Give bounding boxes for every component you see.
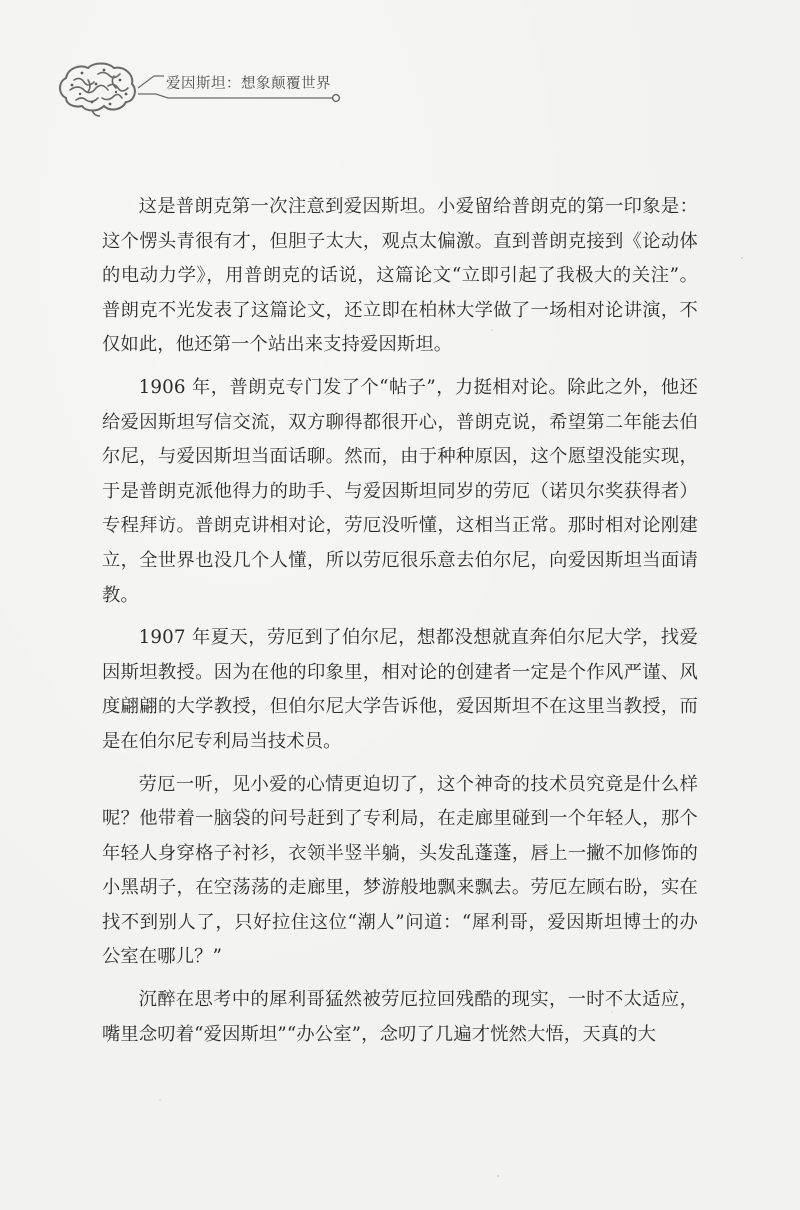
body-text [102,190,698,1059]
paragraph-3: 1907 年夏天，劳厄到了伯尔尼，想都没想就直奔伯尔尼大学，找爱因斯坦教授。因为在他的印象里，相对论的创建者一定是个作风严谨、风度翩翩的大学教授，但伯尔尼大学告诉他，爱因斯坦不在这里当教授，而是在伯尔尼专利局当技术员。 [102,627,698,752]
page-header [52,58,372,120]
paragraph-2: 1906 年，普朗克专门发了个“帖子”，力挺相对论。除此之外，他还给爱因斯坦写信交流，双方聊得都很开心，普朗克说，希望第二年能去伯尔尼，与爱因斯坦当面话聊。然而，由于种种原因，这个愿望没能实现，于是普朗克派他得力的助手、与爱因斯坦同岁的劳厄（诺贝尔奖获得者）专程拜访。普朗克讲相对论，劳厄没听懂，这相当正常。那时相对论刚建立，全世界也没几个人懂，所以劳厄很乐意去伯尔尼，向爱因斯坦当面请教。 [102,376,698,606]
paragraph-4: 劳厄一听，见小爱的心情更迫切了，这个神奇的技术员究竟是什么样呢？他带着一脑袋的问号赶到了专利局，在走廊里碰到一个年轻人，那个年轻人身穿格子衬衫，衣领半竖半躺，头发乱蓬蓬，唇上一撇不加修饰的小黑胡子，在空荡荡的走廊里，梦游般地飘来飘去。劳厄左顾右盼，实在找不到别人了，只好拉住这位“潮人”问道：“犀利哥，爱因斯坦博士的办公室在哪儿？” [102,773,698,968]
paragraph-1: 这是普朗克第一次注意到爱因斯坦。小爱留给普朗克的第一印象是：这个愣头青很有才，但胆子太大，观点太偏激。直到普朗克接到《论动体的电动力学》，用普朗克的话说，这篇论文“立即引起了我极大的关注”。普朗克不光发表了这篇论文，还立即在柏林大学做了一场相对论讲演，不仅如此，他还第一个站出来支持爱因斯坦。 [102,196,698,356]
paragraph-5: 沉醉在思考中的犀利哥猛然被劳厄拉回残酷的现实，一时不太适应，嘴里念叨着“爱因斯坦”“办公室”，念叨了几遍才恍然大悟，天真的大 [102,989,698,1045]
running-title: 爱因斯坦：想象颠覆世界 [166,76,331,92]
